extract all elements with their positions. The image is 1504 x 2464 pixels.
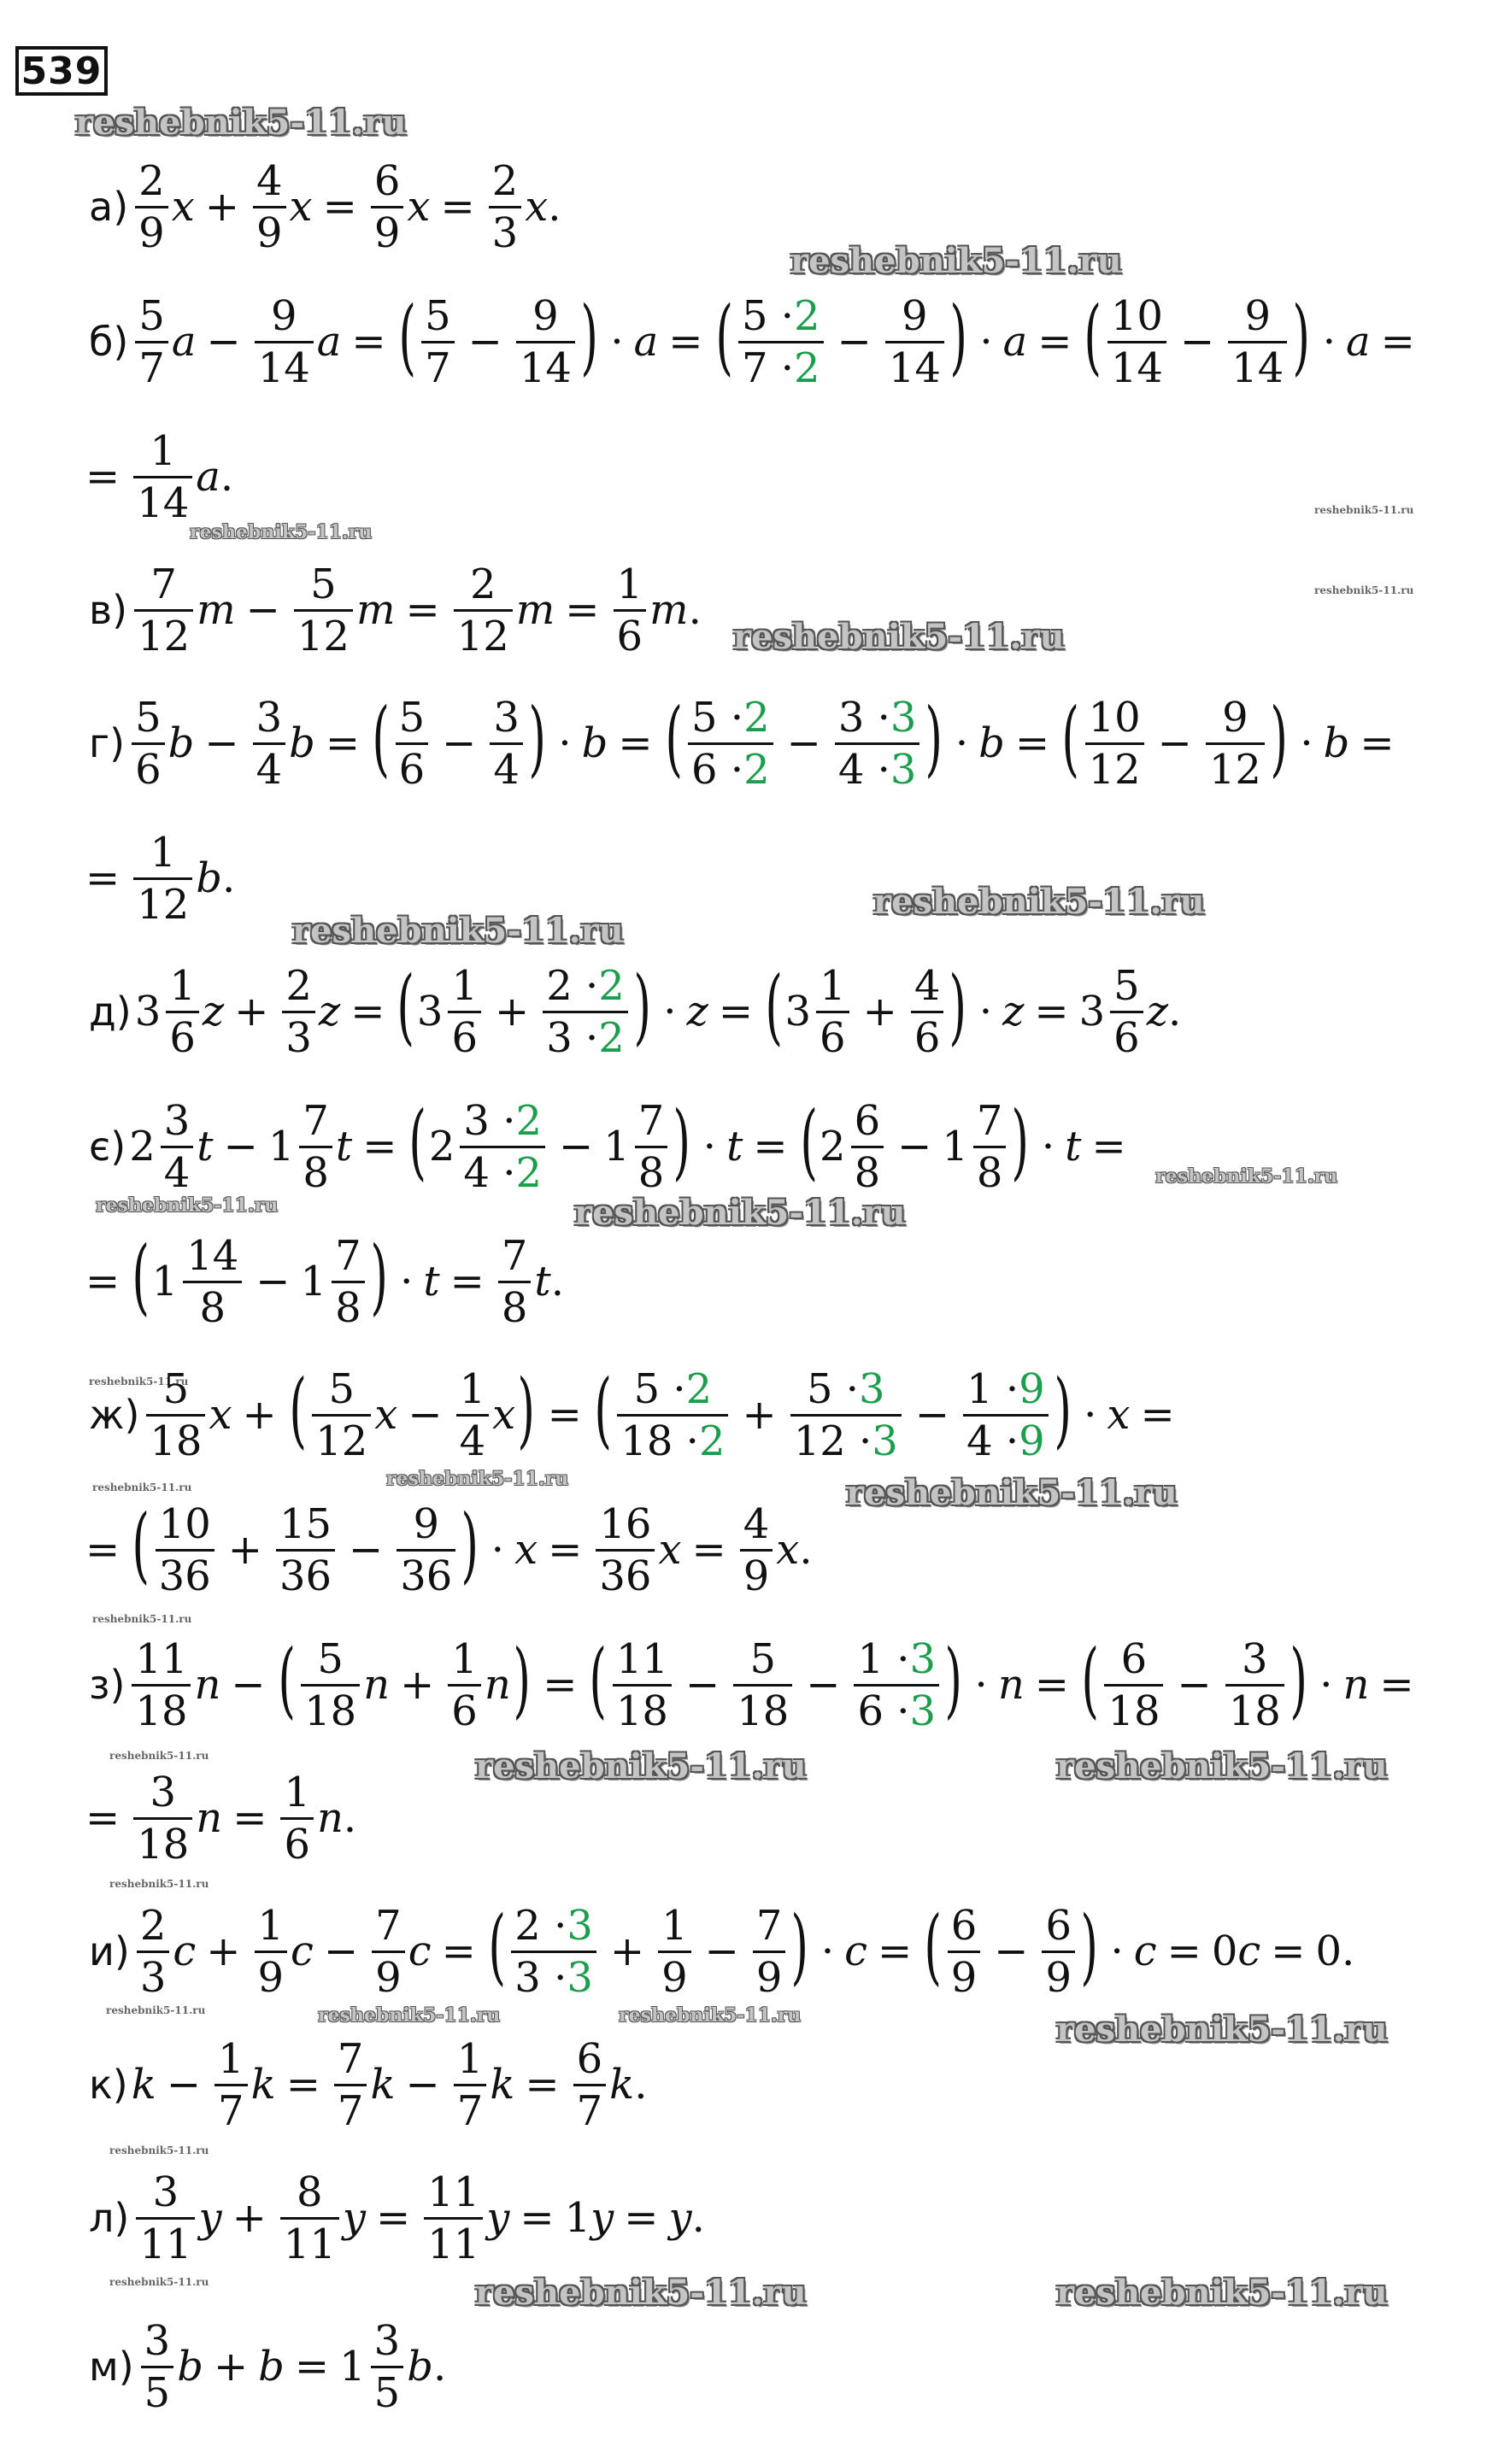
watermark: reshebnik5-11.ru <box>1314 584 1414 596</box>
watermark: reshebnik5-11.ru <box>292 911 624 951</box>
watermark: reshebnik5-11.ru <box>846 1473 1178 1513</box>
watermark: reshebnik5-11.ru <box>619 2004 802 2027</box>
watermark: reshebnik5-11.ru <box>92 1481 192 1493</box>
watermark: reshebnik5-11.ru <box>574 1193 906 1233</box>
problem-number-badge: 539 <box>15 46 108 96</box>
watermark: reshebnik5-11.ru <box>386 1468 569 1490</box>
watermark: reshebnik5-11.ru <box>1056 2009 1388 2050</box>
part-m: м) $\frac{3}{5}$ b + b = 1 $\frac{3}{5}$ b . <box>89 2316 447 2417</box>
watermark: reshebnik5-11.ru <box>96 1194 279 1217</box>
part-g-continued: = $\frac{1}{12}$ b . <box>85 828 236 929</box>
watermark: reshebnik5-11.ru <box>733 617 1065 657</box>
watermark: reshebnik5-11.ru <box>89 1376 189 1387</box>
part-l: л) $\frac{3}{11}$ y + $\frac{8}{11}$ y = $\frac{11}{11}$ y = 1 y = y . <box>89 2168 705 2268</box>
watermark: reshebnik5-11.ru <box>873 882 1205 922</box>
watermark: reshebnik5-11.ru <box>109 2144 209 2156</box>
part-v: в) $\frac{7}{12}$ m − $\frac{5}{12}$ m = $\frac{2}{12}$ m = $\frac{1}{6}$ m . <box>89 560 702 660</box>
watermark: reshebnik5-11.ru <box>1314 504 1414 516</box>
part-zh: ж) $\frac{5}{18}$ x + ( $\frac{5}{12}$ x − $\frac{1}{4}$ x ) = ( 5 · 2 18 · 2 + 5 · 3 12 · 3 − 1 · 9 4 · 9 ) · x = <box>89 1362 1175 1465</box>
watermark: reshebnik5-11.ru <box>1056 1746 1388 1786</box>
part-e-continued: = ( 1 $\frac{14}{8}$ − 1 $\frac{7}{8}$ ) · t = $\frac{7}{8}$ t . <box>85 1229 564 1332</box>
watermark: reshebnik5-11.ru <box>106 2004 206 2016</box>
part-zh-continued: = ( $\frac{10}{36}$ + $\frac{15}{36}$ − $\frac{9}{36}$ ) · x = $\frac{16}{36}$ x = $\frac{4}{9}$ x . <box>85 1497 813 1600</box>
part-z-continued: = $\frac{3}{18}$ n = $\frac{1}{6}$ n . <box>85 1768 357 1869</box>
watermark: reshebnik5-11.ru <box>790 241 1122 281</box>
watermark: reshebnik5-11.ru <box>318 2004 501 2027</box>
part-z: з) $\frac{11}{18}$ n − ( $\frac{5}{18}$ n + $\frac{1}{6}$ n ) = ( $\frac{11}{18}$ − $\frac{5}{18}$ − 1 · 3 6 · 3 ) · n = ( $\frac{6}{18}$ − $\frac{3}{18}$ ) · n = <box>89 1632 1414 1735</box>
part-b: б) $\frac{5}{7}$ a − $\frac{9}{14}$ a = ( $\frac{5}{7}$ − $\frac{9}{14}$ ) · a = ( 5 · 2 7 · 2 − $\frac{9}{14}$ ) · a = ( $\frac{10}{14}$ − $\frac{9}{14}$ ) · a = <box>89 289 1415 392</box>
watermark: reshebnik5-11.ru <box>109 1750 209 1762</box>
watermark: reshebnik5-11.ru <box>1155 1165 1338 1188</box>
watermark: reshebnik5-11.ru <box>190 521 373 543</box>
watermark: reshebnik5-11.ru <box>75 103 407 143</box>
watermark: reshebnik5-11.ru <box>475 2273 807 2313</box>
part-a: а) $\frac{2}{9}$ x + $\frac{4}{9}$ x = $\frac{6}{9}$ x = $\frac{2}{3}$ x . <box>89 156 561 257</box>
part-b-continued: = $\frac{1}{14}$ a . <box>85 426 234 527</box>
watermark: reshebnik5-11.ru <box>109 2276 209 2288</box>
part-k: к) k − $\frac{1}{7}$ k = $\frac{7}{7}$ k − $\frac{1}{7}$ k = $\frac{6}{7}$ k . <box>89 2034 648 2135</box>
watermark: reshebnik5-11.ru <box>1056 2273 1388 2313</box>
part-i: и) $\frac{2}{3}$ c + $\frac{1}{9}$ c − $\frac{7}{9}$ c = ( 2 · 3 3 · 3 + $\frac{1}{9}$ − $\frac{7}{9}$ ) · c = ( $\frac{6}{9}$ − $\frac{6}{9}$ ) · c = 0 c = 0. <box>89 1898 1355 2002</box>
watermark: reshebnik5-11.ru <box>475 1746 807 1786</box>
watermark: reshebnik5-11.ru <box>92 1613 192 1625</box>
watermark: reshebnik5-11.ru <box>109 1878 209 1890</box>
part-d: д) 3 $\frac{1}{6}$ z + $\frac{2}{3}$ z = ( 3 $\frac{1}{6}$ + 2 · 2 3 · 2 ) · z = ( 3 $\frac{1}{6}$ + $\frac{4}{6}$ ) · z = 3 $\frac{5}{6}$ z . <box>89 959 1182 1062</box>
part-g: г) $\frac{5}{6}$ b − $\frac{3}{4}$ b = ( $\frac{5}{6}$ − $\frac{3}{4}$ ) · b = ( 5 · 2 6 · 2 − 3 · 3 4 · 3 ) · b = ( $\frac{10}{12}$ − $\frac{9}{12}$ ) · b = <box>89 690 1395 794</box>
part-e: є) 2 $\frac{3}{4}$ t − 1 $\frac{7}{8}$ t = ( 2 3 · 2 4 · 2 − 1 $\frac{7}{8}$ ) · t = ( 2 $\frac{6}{8}$ − 1 $\frac{7}{8}$ ) · t = <box>89 1094 1126 1197</box>
